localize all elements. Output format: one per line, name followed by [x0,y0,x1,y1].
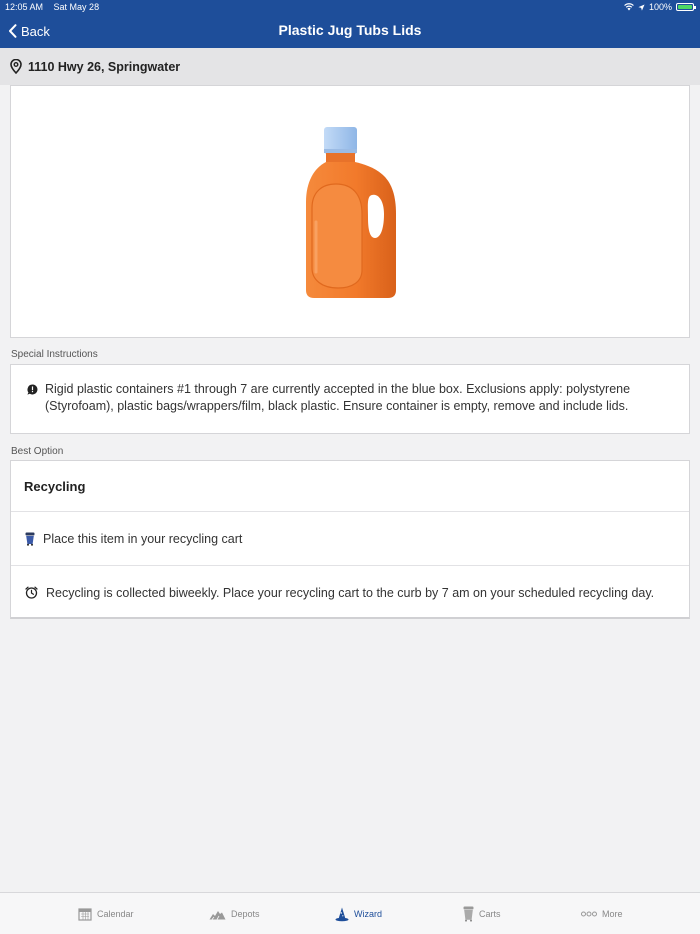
info-bubble-icon [27,384,38,395]
special-instructions-box [10,364,690,434]
special-instructions-text: Rigid plastic containers #1 through 7 are currently accepted in the blue box. Exclusions apply: polystyrene (Styrofoam), plastic bags/wrappers/film, black plastic. Ensure container is empty, remove and include lids. [45,382,631,413]
status-left [5,0,99,14]
best-option-label: Best Option [11,446,64,457]
item-image-panel [10,85,690,338]
best-option-card [10,460,690,619]
best-option-title [11,461,689,512]
option-row-text: Recycling is collected biweekly. Place your recycling cart to the curb by 7 am on your scheduled recycling day. [46,585,655,600]
tab-bar [0,892,700,934]
depot-icon [209,909,226,920]
wifi-icon [624,3,634,11]
tab-label: Carts [479,909,501,919]
tab-label: Wizard [354,909,383,919]
option-row-cart [11,512,689,566]
option-row-text: Place this item in your recycling cart [43,531,243,546]
tab-carts[interactable] [463,893,501,934]
more-dots-icon [581,911,597,917]
location-arrow-icon [638,4,645,11]
status-right [624,0,694,14]
alarm-clock-icon [25,586,38,599]
plastic-jug-image [300,122,400,302]
tab-more[interactable] [581,893,623,934]
best-option-name: Recycling [24,478,86,494]
tab-calendar[interactable] [78,893,134,934]
wizard-hat-icon [335,907,349,922]
cart-icon [463,906,474,922]
nav-bar [0,14,700,48]
tab-wizard[interactable] [335,893,382,934]
status-bar [0,0,700,14]
tab-label: More [602,909,623,919]
page-title: Plastic Jug Tubs Lids [278,22,422,38]
location-address: 1110 Hwy 26, Springwater [28,59,181,74]
calendar-icon [78,907,92,921]
location-bar[interactable] [0,48,700,85]
tab-label: Calendar [97,909,134,919]
chevron-left-icon [8,24,17,38]
special-instructions-label: Special Instructions [11,349,98,360]
tab-label: Depots [231,909,260,919]
tab-depots[interactable] [209,893,260,934]
battery-icon [676,3,694,11]
status-date: Sat May 28 [53,2,100,12]
location-pin-icon [10,59,22,74]
back-button[interactable] [8,14,50,48]
back-label: Back [21,23,50,39]
battery-percent: 100% [648,2,672,12]
option-row-schedule [11,566,689,619]
recycling-cart-icon [25,532,35,546]
status-time: 12:05 AM [5,2,44,12]
